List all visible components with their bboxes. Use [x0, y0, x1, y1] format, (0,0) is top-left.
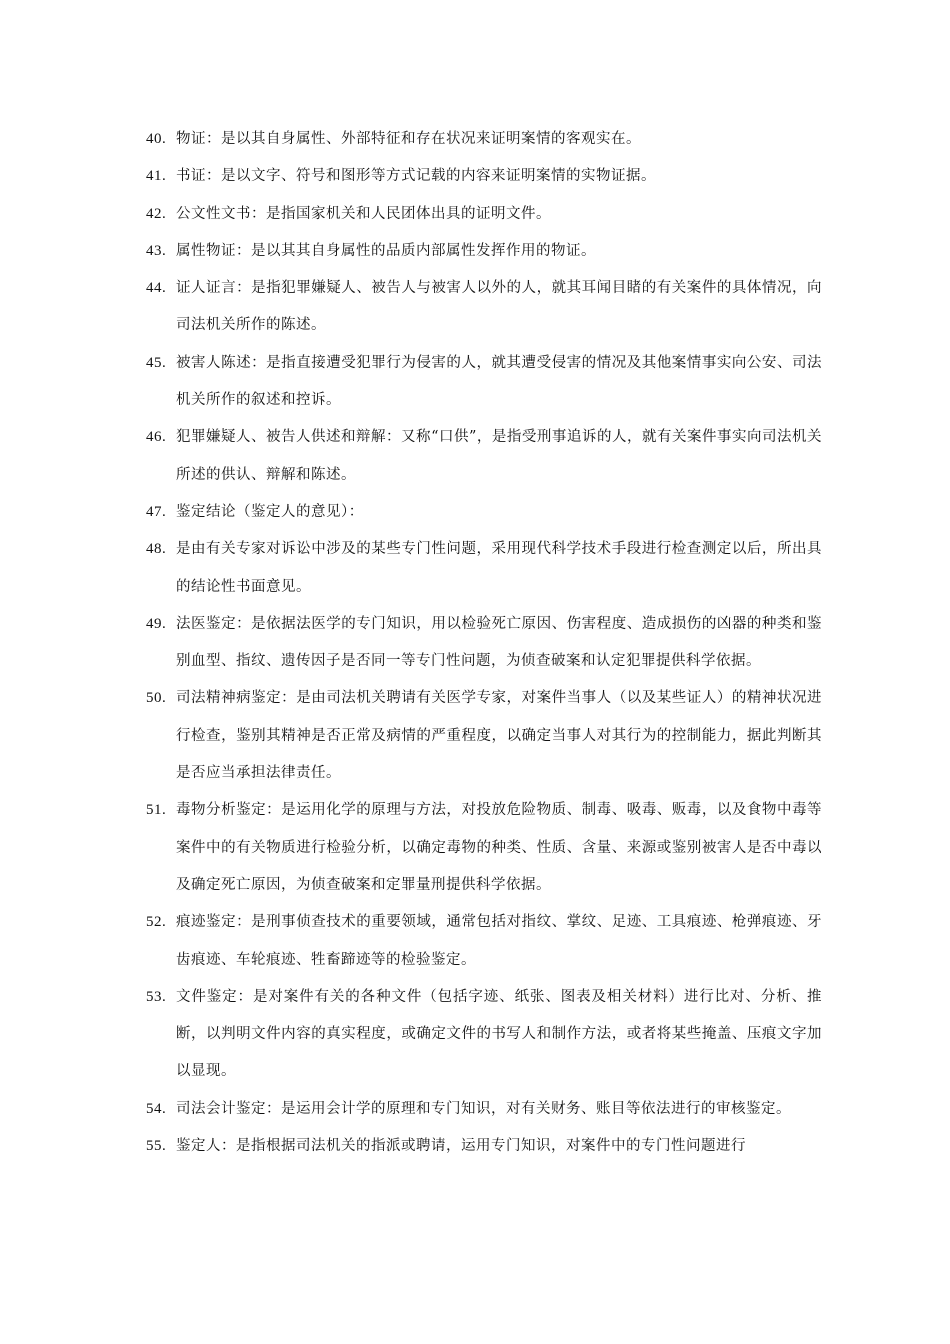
- list-item: [146, 196, 822, 233]
- item-number: 49.: [146, 615, 167, 632]
- list-item: [146, 904, 822, 979]
- list-item: [146, 121, 822, 158]
- list-item: [146, 1091, 822, 1128]
- item-number: 41.: [146, 168, 167, 185]
- list-item: [146, 606, 822, 681]
- item-number: 50.: [146, 690, 167, 707]
- list-item: [146, 345, 822, 420]
- list-item: [146, 270, 822, 345]
- item-text: 文件鉴定：是对案件有关的各种文件（包括字迹、纸张、图表及相关材料）进行比对、分析、推断，以判明文件内容的真实程度，或确定文件的书写人和制作方法，或者将某些掩盖、压痕文字加以显现。: [176, 988, 822, 1080]
- item-text: 鉴定人：是指根据司法机关的指派或聘请，运用专门知识，对案件中的专门性问题进行: [176, 1138, 746, 1155]
- item-text: 证人证言：是指犯罪嫌疑人、被告人与被害人以外的人，就其耳闻目睹的有关案件的具体情况，向司法机关所作的陈述。: [176, 280, 822, 334]
- item-text: 毒物分析鉴定：是运用化学的原理与方法，对投放危险物质、制毒、吸毒、贩毒，以及食物中毒等案件中的有关物质进行检验分析，以确定毒物的种类、性质、含量、来源或鉴别被害人是否中毒以及确定死亡原因，为侦查破案和定罪量刑提供科学依据。: [176, 802, 822, 893]
- item-number: 46.: [146, 429, 167, 446]
- item-number: 42.: [146, 205, 167, 222]
- list-item: [146, 1128, 822, 1165]
- list-item: [146, 419, 822, 494]
- item-text: 书证：是以文字、符号和图形等方式记载的内容来证明案情的实物证据。: [176, 168, 656, 185]
- item-number: 51.: [146, 802, 167, 819]
- item-text: 司法精神病鉴定：是由司法机关聘请有关医学专家，对案件当事人（以及某些证人）的精神状况进行检查，鉴别其精神是否正常及病情的严重程度，以确定当事人对其行为的控制能力，据此判断其是否应当承担法律责任。: [176, 690, 822, 782]
- item-number: 55.: [146, 1138, 167, 1155]
- list-item: [146, 158, 822, 195]
- item-number: 54.: [146, 1100, 167, 1117]
- item-text: 物证：是以其自身属性、外部特征和存在状况来证明案情的客观实在。: [176, 131, 641, 147]
- item-text: 司法会计鉴定：是运用会计学的原理和专门知识，对有关财务、账目等依法进行的审核鉴定。: [176, 1100, 791, 1117]
- item-number: 43.: [146, 242, 167, 259]
- item-text: 痕迹鉴定：是刑事侦查技术的重要领域，通常包括对指纹、掌纹、足迹、工具痕迹、枪弹痕迹、牙齿痕迹、车轮痕迹、牲畜蹄迹等的检验鉴定。: [176, 914, 822, 968]
- item-number: 44.: [146, 280, 167, 297]
- item-text: 鉴定结论（鉴定人的意见）：: [176, 503, 364, 520]
- item-number: 52.: [146, 914, 167, 931]
- item-text: 被害人陈述：是指直接遭受犯罪行为侵害的人，就其遭受侵害的情况及其他案情事实向公安、司法机关所作的叙述和控诉。: [176, 354, 822, 409]
- list-item: [146, 531, 822, 606]
- item-text: 法医鉴定：是依据法医学的专门知识，用以检验死亡原因、伤害程度、造成损伤的凶器的种类和鉴别血型、指纹、遗传因子是否同一等专门性问题，为侦查破案和认定犯罪提供科学依据。: [176, 615, 822, 670]
- item-text: 是由有关专家对诉讼中涉及的某些专门性问题，采用现代科学技术手段进行检查测定以后，所出具的结论性书面意见。: [176, 541, 822, 595]
- definition-list: [146, 121, 822, 1165]
- item-number: 45.: [146, 354, 167, 371]
- item-text: 犯罪嫌疑人、被告人供述和辩解：又称“口供”，是指受刑事追诉的人，就有关案件事实向司法机关所述的供认、辩解和陈述。: [176, 429, 822, 483]
- item-number: 40.: [146, 131, 167, 147]
- item-text: 属性物证：是以其其自身属性的品质内部属性发挥作用的物证。: [176, 242, 596, 259]
- list-item: [146, 979, 822, 1091]
- list-item: [146, 233, 822, 270]
- item-number: 53.: [146, 988, 167, 1005]
- item-number: 47.: [146, 503, 167, 520]
- item-number: 48.: [146, 541, 167, 558]
- list-item: [146, 494, 822, 531]
- list-item: [146, 680, 822, 792]
- list-item: [146, 792, 822, 904]
- item-text: 公文性文书：是指国家机关和人民团体出具的证明文件。: [176, 205, 551, 222]
